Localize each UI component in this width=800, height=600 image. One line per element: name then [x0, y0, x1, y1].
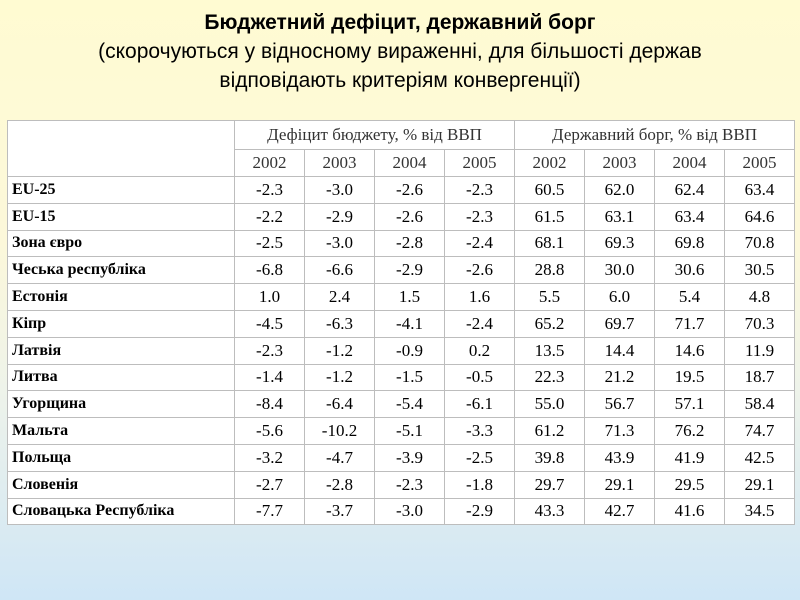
deficit-value-cell: -2.4	[445, 310, 515, 337]
debt-value-cell: 58.4	[725, 391, 795, 418]
country-cell: Мальта	[8, 418, 235, 445]
deficit-value-cell: -2.6	[375, 177, 445, 204]
deficit-value-cell: -4.7	[305, 444, 375, 471]
debt-value-cell: 4.8	[725, 284, 795, 311]
deficit-value-cell: -3.0	[305, 230, 375, 257]
debt-value-cell: 18.7	[725, 364, 795, 391]
deficit-value-cell: 1.6	[445, 284, 515, 311]
debt-value-cell: 63.4	[655, 203, 725, 230]
deficit-value-cell: -2.2	[235, 203, 305, 230]
deficit-value-cell: -4.1	[375, 310, 445, 337]
table-row	[8, 418, 795, 445]
debt-value-cell: 19.5	[655, 364, 725, 391]
debt-value-cell: 29.1	[725, 471, 795, 498]
country-cell: Естонія	[8, 284, 235, 311]
deficit-value-cell: -2.4	[445, 230, 515, 257]
corner-cell	[8, 121, 235, 177]
deficit-value-cell: -3.3	[445, 418, 515, 445]
debt-value-cell: 68.1	[515, 230, 585, 257]
debt-value-cell: 56.7	[585, 391, 655, 418]
country-cell: Чеська республіка	[8, 257, 235, 284]
debt-value-cell: 62.4	[655, 177, 725, 204]
debt-value-cell: 22.3	[515, 364, 585, 391]
debt-value-cell: 41.6	[655, 498, 725, 525]
debt-value-cell: 30.0	[585, 257, 655, 284]
debt-group-header: Державний борг, % від ВВП	[515, 121, 795, 150]
debt-value-cell: 34.5	[725, 498, 795, 525]
deficit-value-cell: -6.8	[235, 257, 305, 284]
debt-value-cell: 64.6	[725, 203, 795, 230]
deficit-value-cell: -4.5	[235, 310, 305, 337]
country-cell: Угорщина	[8, 391, 235, 418]
year-header: 2005	[725, 150, 795, 177]
deficit-value-cell: -2.5	[235, 230, 305, 257]
country-cell: EU-15	[8, 203, 235, 230]
debt-value-cell: 63.1	[585, 203, 655, 230]
debt-value-cell: 61.2	[515, 418, 585, 445]
deficit-value-cell: -2.8	[375, 230, 445, 257]
deficit-value-cell: -2.3	[445, 203, 515, 230]
deficit-value-cell: -2.9	[375, 257, 445, 284]
debt-value-cell: 42.7	[585, 498, 655, 525]
table-row	[8, 177, 795, 204]
deficit-value-cell: -0.9	[375, 337, 445, 364]
debt-value-cell: 69.7	[585, 310, 655, 337]
debt-value-cell: 5.5	[515, 284, 585, 311]
year-header: 2002	[515, 150, 585, 177]
debt-value-cell: 39.8	[515, 444, 585, 471]
debt-value-cell: 70.8	[725, 230, 795, 257]
data-table-container	[7, 120, 794, 525]
subtitle-line-1: (скорочуються у відносному вираженні, для більшості держав	[98, 40, 702, 63]
subtitle-line-2: відповідають критеріям конвергенції)	[219, 69, 581, 92]
debt-value-cell: 76.2	[655, 418, 725, 445]
debt-value-cell: 29.1	[585, 471, 655, 498]
deficit-value-cell: -3.9	[375, 444, 445, 471]
deficit-value-cell: -6.6	[305, 257, 375, 284]
deficit-value-cell: -6.1	[445, 391, 515, 418]
table-row	[8, 230, 795, 257]
deficit-value-cell: -2.3	[375, 471, 445, 498]
country-cell: EU-25	[8, 177, 235, 204]
deficit-value-cell: 0.2	[445, 337, 515, 364]
year-header: 2004	[375, 150, 445, 177]
year-header: 2002	[235, 150, 305, 177]
table-row	[8, 284, 795, 311]
deficit-value-cell: -2.7	[235, 471, 305, 498]
debt-value-cell: 65.2	[515, 310, 585, 337]
debt-value-cell: 28.8	[515, 257, 585, 284]
deficit-value-cell: -6.4	[305, 391, 375, 418]
country-cell: Зона євро	[8, 230, 235, 257]
deficit-value-cell: -2.6	[375, 203, 445, 230]
year-header: 2005	[445, 150, 515, 177]
deficit-value-cell: -3.0	[375, 498, 445, 525]
debt-value-cell: 11.9	[725, 337, 795, 364]
deficit-value-cell: -2.3	[235, 177, 305, 204]
deficit-value-cell: 1.5	[375, 284, 445, 311]
table-row	[8, 391, 795, 418]
table-row	[8, 471, 795, 498]
debt-value-cell: 21.2	[585, 364, 655, 391]
year-header: 2004	[655, 150, 725, 177]
country-cell: Литва	[8, 364, 235, 391]
debt-value-cell: 14.4	[585, 337, 655, 364]
country-cell: Словацька Республіка	[8, 498, 235, 525]
deficit-value-cell: -3.0	[305, 177, 375, 204]
debt-value-cell: 70.3	[725, 310, 795, 337]
debt-value-cell: 14.6	[655, 337, 725, 364]
table-row	[8, 337, 795, 364]
debt-value-cell: 60.5	[515, 177, 585, 204]
country-cell: Словенія	[8, 471, 235, 498]
debt-value-cell: 5.4	[655, 284, 725, 311]
deficit-value-cell: -2.9	[305, 203, 375, 230]
debt-value-cell: 71.7	[655, 310, 725, 337]
deficit-value-cell: -2.3	[235, 337, 305, 364]
deficit-group-header: Дефіцит бюджету, % від ВВП	[235, 121, 515, 150]
deficit-value-cell: -8.4	[235, 391, 305, 418]
debt-value-cell: 71.3	[585, 418, 655, 445]
country-cell: Латвія	[8, 337, 235, 364]
debt-value-cell: 55.0	[515, 391, 585, 418]
deficit-value-cell: -2.3	[445, 177, 515, 204]
debt-value-cell: 63.4	[725, 177, 795, 204]
table-row	[8, 498, 795, 525]
deficit-value-cell: -1.2	[305, 364, 375, 391]
table-body	[8, 177, 795, 525]
deficit-value-cell: -2.9	[445, 498, 515, 525]
deficit-value-cell: -3.2	[235, 444, 305, 471]
group-header-row	[8, 121, 795, 150]
deficit-value-cell: -1.5	[375, 364, 445, 391]
debt-value-cell: 69.8	[655, 230, 725, 257]
title-block	[0, 8, 800, 95]
debt-value-cell: 43.3	[515, 498, 585, 525]
data-table	[7, 120, 795, 525]
deficit-value-cell: -10.2	[305, 418, 375, 445]
country-cell: Кіпр	[8, 310, 235, 337]
deficit-value-cell: -5.1	[375, 418, 445, 445]
table-row	[8, 203, 795, 230]
debt-value-cell: 62.0	[585, 177, 655, 204]
deficit-value-cell: -3.7	[305, 498, 375, 525]
deficit-value-cell: -7.7	[235, 498, 305, 525]
deficit-value-cell: -1.4	[235, 364, 305, 391]
debt-value-cell: 43.9	[585, 444, 655, 471]
deficit-value-cell: 1.0	[235, 284, 305, 311]
deficit-value-cell: -0.5	[445, 364, 515, 391]
deficit-value-cell: 2.4	[305, 284, 375, 311]
country-cell: Польща	[8, 444, 235, 471]
table-row	[8, 364, 795, 391]
debt-value-cell: 74.7	[725, 418, 795, 445]
deficit-value-cell: -5.6	[235, 418, 305, 445]
deficit-value-cell: -5.4	[375, 391, 445, 418]
deficit-value-cell: -2.6	[445, 257, 515, 284]
page-title: Бюджетний дефіцит, державний борг	[204, 11, 596, 34]
deficit-value-cell: -2.5	[445, 444, 515, 471]
deficit-value-cell: -1.8	[445, 471, 515, 498]
deficit-value-cell: -6.3	[305, 310, 375, 337]
debt-value-cell: 42.5	[725, 444, 795, 471]
debt-value-cell: 30.5	[725, 257, 795, 284]
debt-value-cell: 13.5	[515, 337, 585, 364]
debt-value-cell: 30.6	[655, 257, 725, 284]
year-header: 2003	[305, 150, 375, 177]
debt-value-cell: 29.5	[655, 471, 725, 498]
debt-value-cell: 41.9	[655, 444, 725, 471]
table-row	[8, 257, 795, 284]
table-row	[8, 310, 795, 337]
debt-value-cell: 6.0	[585, 284, 655, 311]
table-row	[8, 444, 795, 471]
debt-value-cell: 61.5	[515, 203, 585, 230]
deficit-value-cell: -1.2	[305, 337, 375, 364]
debt-value-cell: 29.7	[515, 471, 585, 498]
deficit-value-cell: -2.8	[305, 471, 375, 498]
debt-value-cell: 69.3	[585, 230, 655, 257]
year-header: 2003	[585, 150, 655, 177]
debt-value-cell: 57.1	[655, 391, 725, 418]
